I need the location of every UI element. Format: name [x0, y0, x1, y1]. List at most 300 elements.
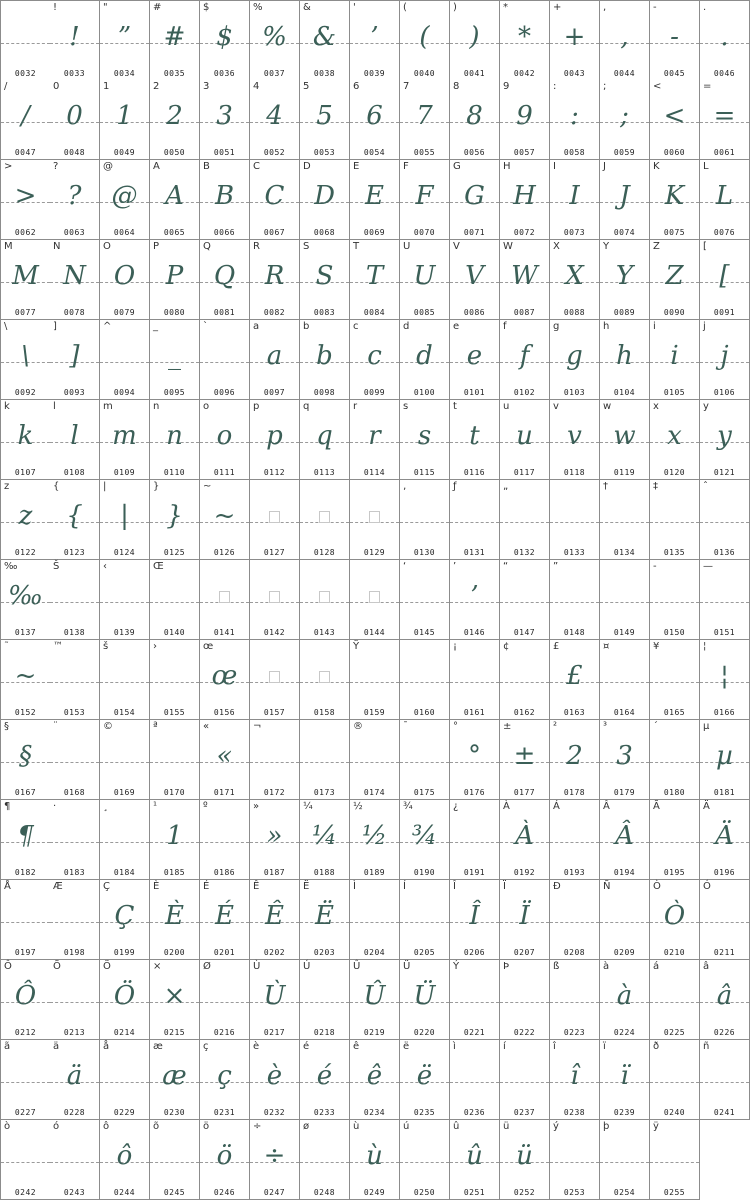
glyph-cell: [100, 320, 150, 400]
character-label: T: [353, 241, 360, 252]
character-label: ’: [453, 561, 457, 572]
glyph-cell: [250, 400, 300, 480]
glyph-sample: [300, 574, 349, 618]
glyph-sample: 3: [216, 101, 233, 131]
glyph-sample: ï: [620, 1061, 629, 1091]
character-label: /: [4, 81, 8, 92]
character-label: K: [653, 161, 660, 172]
character-code: 0197: [14, 948, 37, 957]
character-label: Í: [403, 881, 406, 892]
character-code: 0055: [413, 148, 436, 157]
character-code: 0141: [213, 628, 236, 637]
glyph-sample: 3: [616, 741, 633, 771]
baseline-guide: [50, 1002, 99, 1003]
glyph-cell: [250, 880, 300, 960]
glyph-sample: d: [416, 341, 433, 371]
character-label: H: [503, 161, 511, 172]
glyph-cell: [350, 160, 400, 240]
glyph-cell: [250, 720, 300, 800]
glyph-cell: [200, 0, 250, 81]
glyph-cell: [100, 880, 150, 960]
missing-glyph-icon: [369, 511, 380, 523]
character-code: 0042: [513, 69, 536, 78]
character-label: (: [403, 2, 407, 13]
glyph-sample: è: [266, 1061, 283, 1091]
character-label: a: [253, 321, 260, 332]
character-code: 0099: [363, 388, 386, 397]
glyph-sample: ô: [116, 1141, 133, 1171]
character-label: <: [653, 81, 662, 92]
character-label: !: [53, 2, 58, 13]
character-code: 0220: [413, 1028, 436, 1037]
baseline-guide: [50, 1162, 99, 1163]
glyph-sample: Ê: [265, 901, 284, 931]
glyph-cell: [150, 160, 200, 240]
glyph-sample: j: [720, 341, 729, 371]
baseline-guide: [1, 1162, 50, 1163]
character-code: 0125: [163, 548, 186, 557]
character-code: 0233: [313, 1108, 336, 1117]
glyph-cell: [400, 960, 450, 1040]
character-label: Ö: [103, 961, 111, 972]
baseline-guide: [200, 1002, 249, 1003]
character-label: ‹: [103, 561, 107, 572]
baseline-guide: [650, 762, 699, 763]
character-label: ó: [53, 1121, 60, 1132]
glyph-sample: [250, 494, 299, 538]
character-label: î: [553, 1041, 556, 1052]
character-code: 0133: [563, 548, 586, 557]
character-label: p: [253, 401, 260, 412]
glyph-cell: [0, 320, 51, 400]
character-code: 0219: [363, 1028, 386, 1037]
glyph-cell: [300, 1040, 350, 1120]
character-code: 0043: [563, 69, 586, 78]
baseline-guide: [400, 602, 449, 603]
glyph-sample: J: [619, 181, 630, 211]
character-label: ²: [553, 721, 558, 732]
character-code: 0181: [713, 788, 736, 797]
character-label: ^: [103, 321, 112, 332]
character-code: 0109: [113, 468, 136, 477]
glyph-cell: [150, 1040, 200, 1120]
glyph-cell: [400, 160, 450, 240]
character-label: ø: [303, 1121, 310, 1132]
baseline-guide: [700, 602, 749, 603]
character-label: à: [603, 961, 610, 972]
character-label: è: [253, 1041, 260, 1052]
baseline-guide: [100, 842, 149, 843]
character-code: 0068: [313, 228, 336, 237]
character-code: 0092: [14, 388, 37, 397]
character-code: 0118: [563, 468, 586, 477]
character-code: 0070: [413, 228, 436, 237]
character-code: 0061: [713, 148, 736, 157]
glyph-sample: %: [262, 22, 287, 52]
glyph-cell: [600, 1120, 650, 1200]
character-code: 0132: [513, 548, 536, 557]
character-label: 0: [53, 81, 60, 92]
character-code: 0100: [413, 388, 436, 397]
glyph-sample: O: [113, 261, 136, 291]
character-label: Ç: [103, 881, 110, 892]
character-code: 0064: [113, 228, 136, 237]
glyph-cell: [650, 160, 700, 240]
character-code: 0115: [413, 468, 436, 477]
character-code: 0178: [563, 788, 586, 797]
glyph-sample: 8: [466, 101, 483, 131]
character-code: 0105: [663, 388, 686, 397]
baseline-guide: [50, 842, 99, 843]
character-code: 0160: [413, 708, 436, 717]
character-code: 0063: [63, 228, 86, 237]
glyph-cell: [550, 80, 600, 160]
glyph-cell: [650, 1120, 700, 1200]
character-label: þ: [603, 1121, 610, 1132]
character-label: Ì: [353, 881, 356, 892]
character-label: ¡: [453, 641, 458, 652]
glyph-cell: [150, 1120, 200, 1200]
glyph-cell: [50, 240, 100, 320]
glyph-cell: [300, 560, 350, 640]
character-label: ÿ: [653, 1121, 659, 1132]
character-label: ¸: [103, 801, 108, 812]
glyph-cell: [50, 960, 100, 1040]
glyph-sample: N: [63, 261, 86, 291]
glyph-sample: ~: [213, 501, 236, 531]
glyph-cell: [700, 240, 750, 320]
character-code: 0201: [213, 948, 236, 957]
character-code: 0056: [463, 148, 486, 157]
glyph-cell: [600, 160, 650, 240]
glyph-sample: B: [214, 181, 235, 211]
glyph-sample: §: [19, 741, 32, 771]
baseline-guide: [700, 522, 749, 523]
character-code: 0246: [213, 1188, 236, 1197]
character-code: 0052: [263, 148, 286, 157]
character-code: 0184: [113, 868, 136, 877]
baseline-guide: [500, 602, 549, 603]
character-label: ¼: [303, 801, 313, 812]
glyph-cell: [500, 160, 550, 240]
character-label: Ý: [453, 961, 460, 972]
glyph-cell: [500, 1120, 550, 1200]
glyph-cell: [650, 560, 700, 640]
glyph-cell: [100, 640, 150, 720]
character-code: 0168: [63, 788, 86, 797]
character-label: i: [653, 321, 656, 332]
character-label: £: [553, 641, 560, 652]
character-label: ý: [553, 1121, 559, 1132]
glyph-cell: [0, 400, 51, 480]
character-code: 0227: [14, 1108, 37, 1117]
character-label: `: [203, 321, 208, 332]
character-code: 0180: [663, 788, 686, 797]
character-code: 0144: [363, 628, 386, 637]
character-code: 0150: [663, 628, 686, 637]
character-code: 0032: [14, 69, 37, 78]
baseline-guide: [550, 1162, 599, 1163]
character-code: 0194: [613, 868, 636, 877]
glyph-cell: [150, 880, 200, 960]
baseline-guide: [100, 362, 149, 363]
character-code: 0036: [213, 69, 236, 78]
character-label: C: [253, 161, 260, 172]
character-label: r: [353, 401, 358, 412]
glyph-sample: ×: [163, 981, 186, 1011]
character-label: ¶: [4, 801, 11, 812]
character-label: —: [703, 561, 713, 572]
baseline-guide: [450, 1002, 499, 1003]
character-code: 0108: [63, 468, 86, 477]
character-code: 0110: [163, 468, 186, 477]
baseline-guide: [400, 922, 449, 923]
glyph-cell: [250, 560, 300, 640]
character-code: 0134: [613, 548, 636, 557]
character-code: 0175: [413, 788, 436, 797]
glyph-sample: W: [511, 261, 538, 291]
glyph-cell: [600, 960, 650, 1040]
glyph-cell: [450, 960, 500, 1040]
character-code: 0163: [563, 708, 586, 717]
character-label: ¨: [53, 721, 58, 732]
baseline-guide: [600, 602, 649, 603]
character-code: 0103: [563, 388, 586, 397]
character-code: 0140: [163, 628, 186, 637]
character-code: 0195: [663, 868, 686, 877]
glyph-cell: [100, 400, 150, 480]
baseline-guide: [50, 682, 99, 683]
glyph-sample: »: [266, 821, 283, 851]
baseline-guide: [1, 922, 50, 923]
glyph-sample: ÷: [263, 1141, 286, 1171]
character-code: 0082: [263, 308, 286, 317]
character-label: c: [353, 321, 359, 332]
character-code: 0106: [713, 388, 736, 397]
character-label: ": [103, 2, 108, 13]
character-code: 0171: [213, 788, 236, 797]
glyph-sample: œ: [211, 661, 238, 691]
character-label: q: [303, 401, 310, 412]
glyph-sample: â: [716, 981, 733, 1011]
character-code: 0185: [163, 868, 186, 877]
character-code: 0047: [14, 148, 37, 157]
character-label: ™: [53, 641, 63, 652]
glyph-cell: [400, 480, 450, 560]
glyph-cell: [50, 160, 100, 240]
glyph-sample: Ô: [14, 981, 37, 1011]
glyph-cell: [450, 800, 500, 880]
glyph-sample: E: [365, 181, 384, 211]
character-code: 0126: [213, 548, 236, 557]
glyph-sample: v: [567, 421, 582, 451]
glyph-cell: [350, 480, 400, 560]
character-label: ¤: [603, 641, 610, 652]
character-code: 0143: [313, 628, 336, 637]
character-code: 0095: [163, 388, 186, 397]
character-label: ï: [603, 1041, 606, 1052]
glyph-cell: [200, 80, 250, 160]
glyph-cell: [650, 400, 700, 480]
character-code: 0179: [613, 788, 636, 797]
character-label: °: [453, 721, 458, 732]
character-code: 0151: [713, 628, 736, 637]
character-label: 8: [453, 81, 460, 92]
glyph-cell: [300, 240, 350, 320]
baseline-guide: [500, 1002, 549, 1003]
character-label: Ä: [703, 801, 710, 812]
baseline-guide: [100, 1082, 149, 1083]
character-label: ª: [153, 721, 158, 732]
character-label: X: [553, 241, 560, 252]
glyph-cell: [250, 1120, 300, 1200]
character-label: Ô: [4, 961, 12, 972]
glyph-cell: [200, 320, 250, 400]
character-label: ?: [53, 161, 59, 172]
character-code: 0131: [463, 548, 486, 557]
character-label: Z: [653, 241, 660, 252]
character-label: ë: [403, 1041, 410, 1052]
glyph-cell: [600, 560, 650, 640]
character-label: æ: [153, 1041, 163, 1052]
character-code: 0116: [463, 468, 486, 477]
glyph-sample: Â: [615, 821, 634, 851]
glyph-sample: 6: [366, 101, 383, 131]
character-label: G: [453, 161, 461, 172]
glyph-cell: [450, 480, 500, 560]
glyph-sample: <: [663, 101, 686, 131]
character-code: 0231: [213, 1108, 236, 1117]
glyph-cell: [150, 320, 200, 400]
character-label: 5: [303, 81, 310, 92]
glyph-cell: [350, 960, 400, 1040]
glyph-cell: [600, 400, 650, 480]
glyph-cell: [100, 800, 150, 880]
character-label: õ: [153, 1121, 160, 1132]
glyph-sample: U: [413, 261, 436, 291]
glyph-cell: [200, 880, 250, 960]
character-code: 0065: [163, 228, 186, 237]
character-code: 0187: [263, 868, 286, 877]
glyph-cell: [300, 960, 350, 1040]
glyph-sample: #: [163, 22, 186, 52]
character-label: F: [403, 161, 409, 172]
character-label: .: [703, 2, 707, 13]
character-label: @: [103, 161, 113, 172]
glyph-cell: [450, 720, 500, 800]
baseline-guide: [550, 1002, 599, 1003]
character-code: 0172: [263, 788, 286, 797]
character-label: g: [553, 321, 560, 332]
character-code: 0198: [63, 948, 86, 957]
glyph-cell: [300, 800, 350, 880]
character-label: ì: [453, 1041, 456, 1052]
glyph-sample: a: [266, 341, 283, 371]
character-code: 0152: [14, 708, 37, 717]
character-label: w: [603, 401, 612, 412]
glyph-cell: [450, 880, 500, 960]
baseline-guide: [600, 922, 649, 923]
character-code: 0104: [613, 388, 636, 397]
glyph-sample: 9: [516, 101, 533, 131]
character-label: «: [203, 721, 210, 732]
glyph-sample: Ï: [519, 901, 530, 931]
glyph-cell: [250, 800, 300, 880]
character-label: &: [303, 2, 311, 13]
character-label: {: [53, 481, 60, 492]
glyph-sample: e: [466, 341, 483, 371]
baseline-guide: [650, 682, 699, 683]
character-code: 0173: [313, 788, 336, 797]
glyph-sample: [350, 494, 399, 538]
glyph-sample: æ: [162, 1061, 187, 1091]
character-label: û: [453, 1121, 460, 1132]
character-label: S: [303, 241, 310, 252]
character-code: 0251: [463, 1188, 486, 1197]
character-label: B: [203, 161, 210, 172]
glyph-sample: Ç: [114, 901, 135, 931]
character-code: 0202: [263, 948, 286, 957]
glyph-cell: [700, 720, 750, 800]
glyph-cell: [250, 160, 300, 240]
character-code: 0034: [113, 69, 136, 78]
character-label: Š: [53, 561, 60, 572]
baseline-guide: [450, 682, 499, 683]
character-code: 0209: [613, 948, 636, 957]
character-code: 0101: [463, 388, 486, 397]
character-label: +: [553, 2, 562, 13]
character-label: v: [553, 401, 559, 412]
glyph-cell: [500, 1040, 550, 1120]
glyph-cell: [450, 1120, 500, 1200]
glyph-sample: /: [21, 101, 30, 131]
glyph-cell: [50, 720, 100, 800]
glyph-cell: [700, 960, 750, 1040]
character-code: 0096: [213, 388, 236, 397]
glyph-sample: =: [713, 101, 736, 131]
character-code: 0238: [563, 1108, 586, 1117]
glyph-sample: ä: [66, 1061, 83, 1091]
character-code: 0086: [463, 308, 486, 317]
character-label: ð: [653, 1041, 660, 1052]
character-code: 0229: [113, 1108, 136, 1117]
glyph-sample: ½: [361, 821, 388, 851]
character-code: 0129: [363, 548, 386, 557]
character-label: \: [4, 321, 8, 332]
glyph-sample: [300, 494, 349, 538]
character-code: 0240: [663, 1108, 686, 1117]
glyph-sample: r: [368, 421, 381, 451]
glyph-cell: [300, 160, 350, 240]
glyph-cell: [500, 560, 550, 640]
character-code: 0235: [413, 1108, 436, 1117]
character-code: 0083: [313, 308, 336, 317]
character-label: h: [603, 321, 610, 332]
character-label: #: [153, 2, 162, 13]
glyph-cell: [200, 1120, 250, 1200]
character-label: Ò: [653, 881, 661, 892]
character-label: ç: [203, 1041, 209, 1052]
character-code: 0228: [63, 1108, 86, 1117]
character-code: 0239: [613, 1108, 636, 1117]
character-label: ô: [103, 1121, 110, 1132]
baseline-guide: [550, 602, 599, 603]
glyph-cell: [550, 960, 600, 1040]
glyph-cell: [0, 0, 51, 81]
character-code: 0089: [613, 308, 636, 317]
glyph-cell: [150, 480, 200, 560]
character-label: R: [253, 241, 260, 252]
